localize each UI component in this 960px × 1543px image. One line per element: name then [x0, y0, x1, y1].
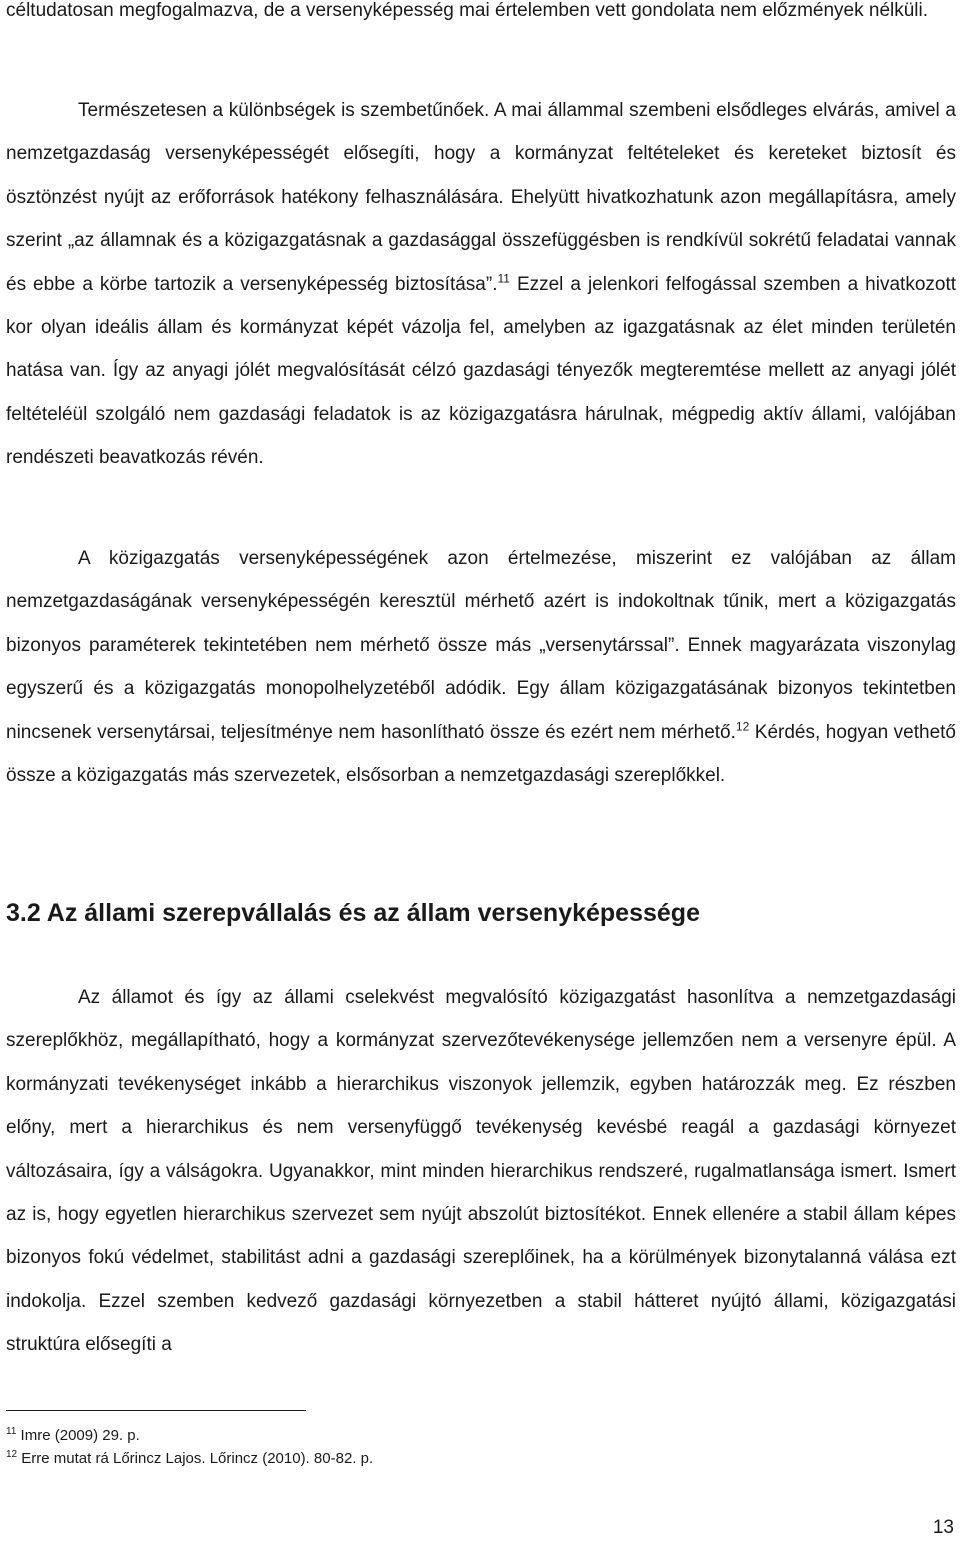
footnote-ref-12: 12 — [735, 719, 750, 734]
section-heading: 3.2 Az állami szerepvállalás és az állam versenyképessége — [6, 899, 700, 927]
paragraph-public-admin-competitiveness: A közigazgatás versenyképességének azon értelmezése, miszerint ez valójában az állam nemzetgazdaságának versenyképességén keresztül mérhető azért is indokoltnak tűnik, mert a közigazgatás bizonyos paraméterek tekintetében nem mérhető össze más „versenytárssal”. Ennek magyarázata viszonylag egyszerű és a közigazgatás monopolhelyzetéből adódik. Egy állam közigazgatásának bizonyos tekintetben nincsenek versenytársai, teljesítménye nem hasonlítható össze és ezért nem mérhető.$^{12}$ Kérdés, hogyan vethető össze a közigazgatás más szervezetek, elsősorban a nemzetgazdasági szereplőkkel. — [6, 548, 956, 787]
footnote-11: $^{11}$ Imre (2009) 29. p. — [6, 1426, 140, 1444]
paragraph-continued: céltudatosan megfogalmazva, de a versenyképesség mai értelemben vett gondolata nem előzmények nélküli. — [6, 0, 929, 21]
page-number: 13 — [932, 1517, 954, 1538]
footnote-12: $^{12}$ Erre mutat rá Lőrincz Lajos. Lőrincz (2010). 80-82. p. — [6, 1449, 374, 1467]
paragraph-state-comparison: Az államot és így az állami cselekvést megvalósító közigazgatást hasonlítva a nemzetgazdasági szereplőkhöz, megállapítható, hogy a kormányzat szervezőtevékenysége jellemzően nem a versenyre épül. A kormányzati tevékenységet inkább a hierarchikus viszonyok jellemzik, egyben határozzák meg. Ez részben előny, mert a hierarchikus és nem versenyfüggő tevékenység kevésbé reagál a gazdasági környezet változásaira, így a válságokra. Ugyanakkor, mint minden hierarchikus rendszeré, rugalmatlansága ismert. Ismert az is, hogy egyetlen hierarchikus szervezet sem nyújt abszolút biztosítékot. Ennek ellenére a stabil állam képes bizonyos fokú védelmet, stabilitást adni a gazdasági szereplőinek, ha a körülmények bizonytalanná válása ezt indokolja. Ezzel szemben kedvező gazdasági környezetben a stabil hátteret nyújtó állami, közigazgatási struktúra elősegíti a — [6, 987, 956, 1356]
paragraph-differences: Természetesen a különbségek is szembetűnőek. A mai állammal szembeni elsődleges elvárás, amivel a nemzetgazdaság versenyképességét elősegíti, hogy a kormányzat feltételeket és kereteket biztosít és ösztönzést nyújt az erőforrások hatékony felhasználására. Ehelyütt hivatkozhatunk azon megállapításra, amely szerint „az államnak és a közigazgatásnak a gazdasággal összefüggésben is rendkívül sokrétű feladatai vannak és ebbe a körbe tartozik a versenyképesség biztosítása”.$^{11}$ Ezzel a jelenkori felfogással szemben a hivatkozott kor olyan ideális állam és kormányzat képét vázolja fel, amelyben az igazgatásnak az élet minden területén hatása van. Így az anyagi jólét megvalósítását célzó gazdasági tényezők megteremtése mellett az anyagi jólét feltételéül szolgáló nem gazdasági feladatok is az közigazgatásra hárulnak, mégpedig aktív állami, valójában rendészeti beavatkozás révén. — [6, 100, 957, 469]
footnote-ref-11: 11 — [497, 271, 510, 286]
footnote-separator — [6, 1410, 306, 1411]
